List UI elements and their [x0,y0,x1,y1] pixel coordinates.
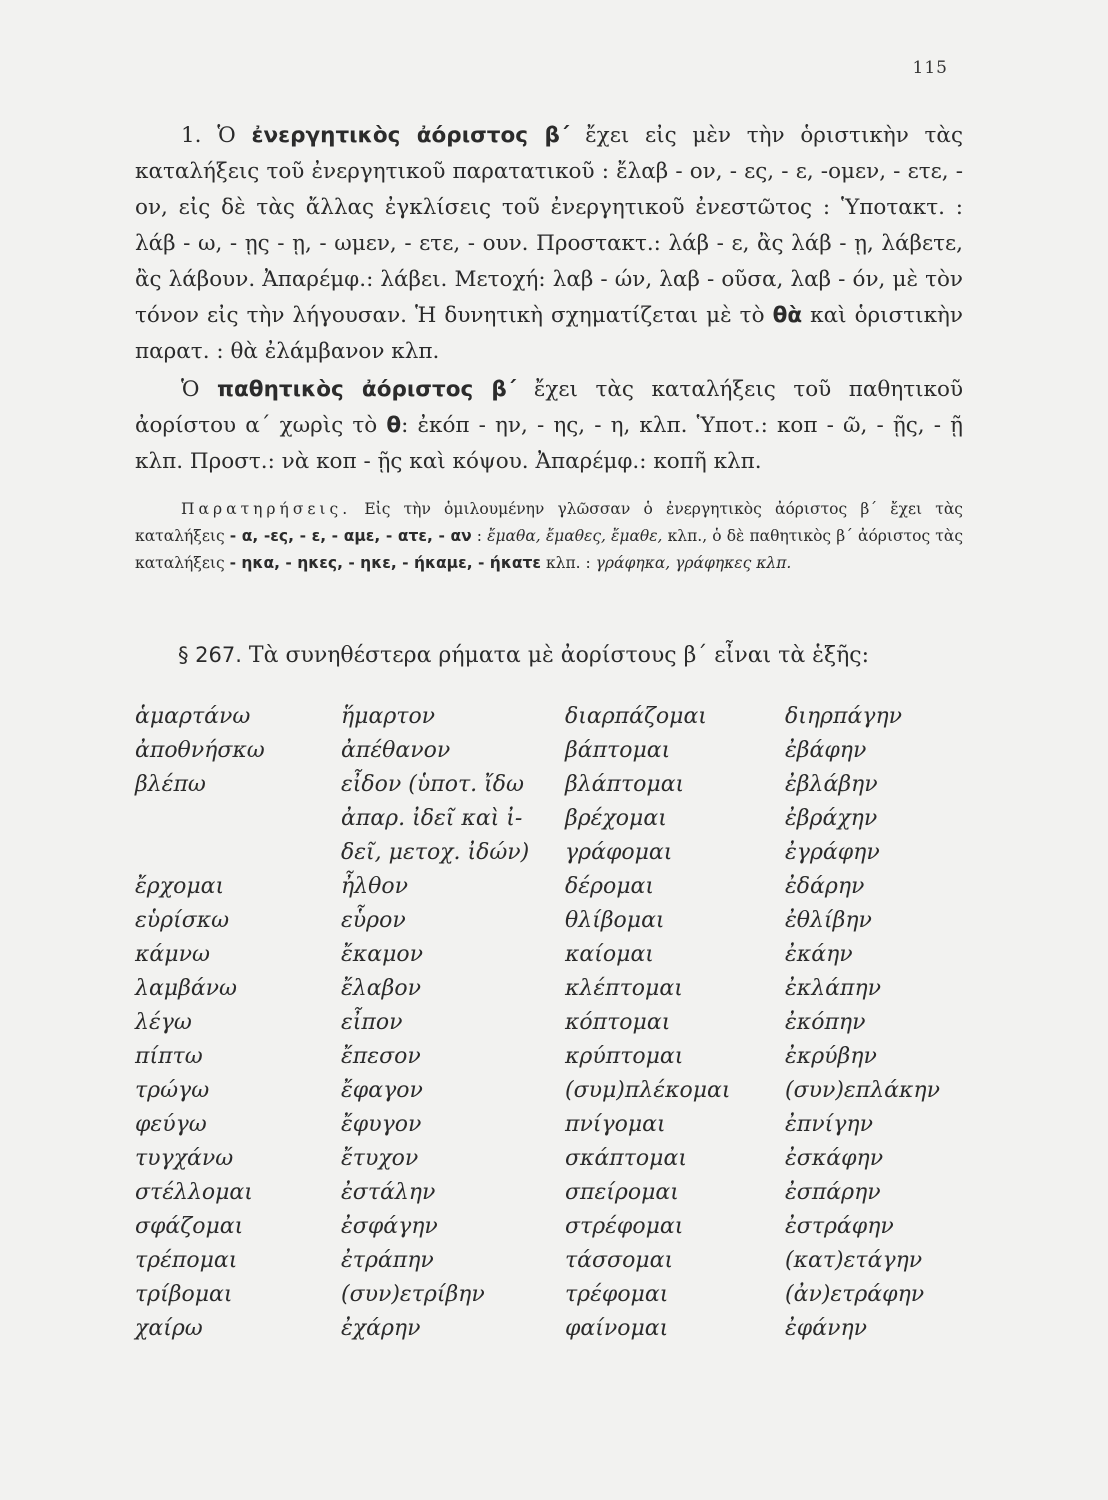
section-number: § 267. [178,643,242,667]
verb-row [135,734,965,768]
verb-row [135,938,965,972]
verb-passive-present: βλάπτομαι [565,772,685,797]
particle-tha: θὰ [772,303,803,328]
paragraph-passive-aorist [135,372,963,480]
verb-passive-aorist: ἐκλάπην [785,976,882,1001]
verb-present: στέλλομαι [135,1180,253,1205]
verb-row [135,1074,965,1108]
verb-passive-aorist: ἐφάνην [785,1316,867,1341]
verb-aorist: ἦλθον [341,874,408,899]
remark-label: Παρατηρήσεις. [181,500,352,518]
verb-passive-aorist: ἐκρύβην [785,1044,877,1069]
verb-aorist: ἔκαμον [341,942,424,967]
verb-row [135,972,965,1006]
verb-passive-present: τρέφομαι [565,1282,669,1307]
verb-row [135,1278,965,1312]
remark-note [135,496,963,577]
verb-aorist: ἐτράπην [341,1248,434,1273]
verb-row [135,700,965,734]
verb-row [135,802,965,836]
verb-passive-present: κόπτομαι [565,1010,671,1035]
verb-row [135,1142,965,1176]
verb-passive-present: κρύπτομαι [565,1044,684,1069]
verb-row [135,1244,965,1278]
page-number: 115 [912,58,948,78]
verb-passive-present: φαίνομαι [565,1316,669,1341]
verb-passive-present: τάσσομαι [565,1248,674,1273]
verb-passive-aorist: (ἀν)ετράφην [785,1282,925,1307]
paragraph-active-aorist [135,118,963,370]
term-passive-aorist: παθητικὸς ἀόριστος β΄ [217,377,517,402]
verb-aorist: εἶδον (ὑποτ. ἴδω [341,772,524,797]
verb-aorist: ἐστάλην [341,1180,436,1205]
verb-row [135,1040,965,1074]
verb-aorist: ἔφαγον [341,1078,423,1103]
remark-examples-active: ἔμαθα, ἔμαθες, ἔμαθε, [487,527,663,545]
verb-aorist: ἥμαρτον [341,704,436,729]
verb-aorist: ἔλαβον [341,976,421,1001]
remark-text: κλπ., ὁ δὲ παθητικὸς β΄ ἀόριστος τὰς καταλήξεις [135,527,963,572]
term-active-aorist: ἐνεργητικὸς ἀόριστος β΄ [251,123,570,148]
verb-passive-aorist: ἐβράχην [785,806,878,831]
remark-endings-passive: - ηκα, - ηκες, - ηκε, - ήκαμε, - ήκατε [229,554,542,572]
verb-passive-present: καίομαι [565,942,654,967]
verb-table [135,700,965,1346]
verb-present: εὑρίσκω [135,908,230,933]
verb-passive-aorist: ἐκόπην [785,1010,866,1035]
verb-present: βλέπω [135,772,206,797]
verb-passive-present: βάπτομαι [565,738,671,763]
verb-present: τρέπομαι [135,1248,238,1273]
verb-passive-aorist: διηρπάγην [785,704,903,729]
verb-passive-aorist: ἐβάφην [785,738,867,763]
remark-endings-active: - α, -ες, - ε, - αμε, - ατε, - αν [229,527,472,545]
paragraph-tail: : ἐκόπ - ην, - ης, - η, κλπ. Ὑποτ.: κοπ - ῶ, - ῇς, - ῇ κλπ. Προστ.: νὰ κοπ - ῇς καὶ κόψου. Ἀπαρέμφ.: κοπῆ κλπ. [135,413,963,474]
verb-present: λαμβάνω [135,976,237,1001]
letter-theta: θ [386,413,402,438]
paragraph-body: ἔχει εἰς μὲν τὴν ὁριστικὴν τὰς καταλήξεις τοῦ ἐνεργητικοῦ παρατατικοῦ : ἔλαβ - ον, - ες, - ε, -ομεν, - ετε, - ον, εἰς δὲ τὰς ἄλλας ἐγκλίσεις τοῦ ἐνεργητικοῦ ἐνεστῶτος : Ὑποτακτ. : λάβ - ω, - ῃς - ῃ, - ωμεν, - ετε, - ουν. Προστακτ.: λάβ - ε, ἂς λάβ - ῃ, λάβετε, ἂς λάβουν. Ἀπαρέμφ.: λάβει. Μετοχή: λαβ - ών, λαβ - οῦσα, λαβ - όν, μὲ τὸν τόνον εἰς τὴν λήγουσαν. Ἡ δυνητικὴ σχηματίζεται μὲ τὸ [135,123,963,328]
verb-passive-aorist: ἐστράφην [785,1214,894,1239]
verb-aorist: ἀπαρ. ἰδεῖ καὶ ἰ- [341,806,523,831]
verb-passive-present: διαρπάζομαι [565,704,707,729]
verb-passive-present: στρέφομαι [565,1214,684,1239]
verb-aorist: ἔφυγον [341,1112,422,1137]
verb-passive-aorist: ἐσκάφην [785,1146,884,1171]
verb-row [135,1210,965,1244]
verb-passive-present: δέρομαι [565,874,655,899]
paragraph-lead: Ὁ [181,377,218,402]
verb-aorist: ἔτυχον [341,1146,419,1171]
verb-present: ἁμαρτάνω [135,704,251,729]
verb-row [135,870,965,904]
verb-aorist: ἐχάρην [341,1316,421,1341]
verb-row [135,1176,965,1210]
verb-aorist: (συν)ετρίβην [341,1282,485,1307]
verb-passive-aorist: ἐκάην [785,942,853,967]
verb-present: χαίρω [135,1316,203,1341]
verb-aorist: δεῖ, μετοχ. ἰδών) [341,840,530,865]
verb-row [135,768,965,802]
verb-row [135,1006,965,1040]
verb-passive-aorist: ἐβλάβην [785,772,878,797]
verb-present: ἔρχομαι [135,874,225,899]
verb-passive-aorist: (συν)επλάκην [785,1078,940,1103]
paragraph-lead: 1. Ὁ [181,123,252,148]
verb-passive-present: θλίβομαι [565,908,665,933]
verb-present: κάμνω [135,942,210,967]
verb-aorist: ἔπεσον [341,1044,421,1069]
verb-passive-aorist: ἐσπάρην [785,1180,881,1205]
verb-passive-aorist: ἐγράφην [785,840,880,865]
remark-examples-passive: γράφηκα, γράφηκες κλπ. [595,554,792,572]
verb-present: ἀποθνήσκω [135,738,265,763]
verb-present: σφάζομαι [135,1214,244,1239]
verb-passive-present: σπείρομαι [565,1180,679,1205]
remark-text: Εἰς τὴν ὁμιλουμένην γλῶσσαν ὁ ἐνεργητικὸς ἀόριστος β΄ ἔχει τὰς καταλήξεις [135,500,963,545]
verb-present: πίπτω [135,1044,203,1069]
verb-present: τυγχάνω [135,1146,234,1171]
verb-aorist: ἐσφάγην [341,1214,438,1239]
verb-passive-aorist: ἐδάρην [785,874,865,899]
paragraph-body: ἔχει τὰς καταλήξεις τοῦ παθητικοῦ ἀορίστου α΄ χωρὶς τὸ [135,377,964,438]
verb-present: λέγω [135,1010,192,1035]
verb-row [135,1312,965,1346]
verb-passive-present: βρέχομαι [565,806,667,831]
verb-passive-present: (συμ)πλέκομαι [565,1078,731,1103]
verb-aorist: ἀπέθανον [341,738,451,763]
verb-aorist: εὗρον [341,908,406,933]
remark-text: κλπ. : [541,554,596,572]
verb-passive-present: σκάπτομαι [565,1146,687,1171]
verb-passive-present: γράφομαι [565,840,673,865]
remark-text: : [471,527,488,545]
verb-aorist: εἶπον [341,1010,403,1035]
verb-passive-aorist: ἐθλίβην [785,908,872,933]
verb-row [135,904,965,938]
verb-present: τρώγω [135,1078,210,1103]
verb-present: τρίβομαι [135,1282,233,1307]
verb-passive-present: πνίγομαι [565,1112,666,1137]
verb-row [135,1108,965,1142]
verb-row [135,836,965,870]
section-text: Τὰ συνηθέστερα ρήματα μὲ ἀορίστους β΄ εἶναι τὰ ἑξῆς: [241,643,870,668]
verb-passive-present: κλέπτομαι [565,976,683,1001]
verb-passive-aorist: ἐπνίγην [785,1112,873,1137]
verb-present: φεύγω [135,1112,207,1137]
verb-passive-aorist: (κατ)ετάγην [785,1248,923,1273]
paragraph-tail: καὶ ὁριστικὴν παρατ. : θὰ ἐλάμβανον κλπ. [135,303,963,364]
section-heading [178,637,968,674]
